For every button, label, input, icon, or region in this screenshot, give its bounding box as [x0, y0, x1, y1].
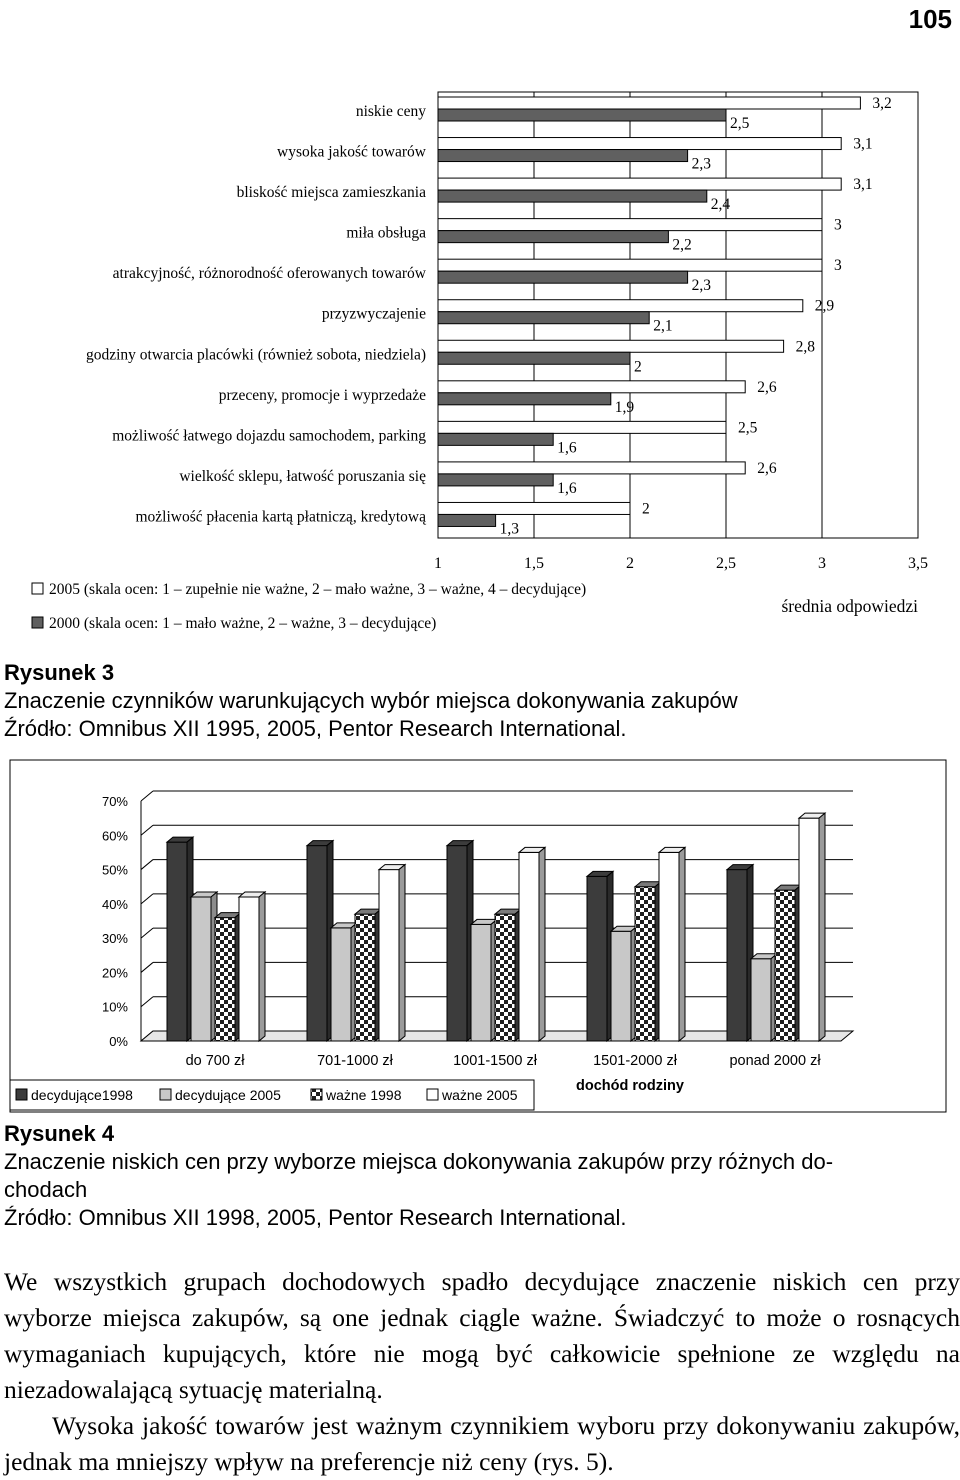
data-label-2000: 2,5 [730, 115, 750, 132]
body-text [4, 1264, 960, 1480]
category-label: 701-1000 zł [317, 1053, 393, 1069]
data-label-2005: 3 [834, 257, 842, 275]
data-label-2000: 2,3 [691, 155, 711, 173]
legend-entry: 2000 (skala ocen: 1 – mało ważne, 2 – ważne, 3 – decydujące) [49, 615, 437, 632]
paragraph-1: We wszystkich grupach dochodowych spadło decydujące znaczenie niskich cen przy wyborze miejsca zakupów, są one jednak ciągle ważne. Świadczyć to może o rosnących wymaganiach kupujących, które nie mogą być całkowicie spełnione ze względu na niezadowalającą sytuację materialną. [4, 1267, 960, 1404]
column-front [307, 846, 327, 1041]
y-tick-label: 60% [101, 828, 128, 844]
data-label-2000: 2,1 [653, 317, 673, 335]
x-axis-title: dochód rodziny [576, 1078, 684, 1094]
column-front [751, 959, 771, 1041]
column-front [167, 842, 187, 1041]
legend-swatch [311, 1089, 322, 1100]
column-front [659, 852, 679, 1041]
y-tick-label: 30% [101, 931, 128, 947]
x-tick-label: 2,5 [716, 555, 736, 572]
column-front [519, 852, 539, 1041]
legend-entry: decydujące 2005 [175, 1087, 281, 1103]
category-label: przeceny, promocje i wyprzedaże [218, 386, 426, 404]
column-front [379, 870, 399, 1041]
legend-entry: 2005 (skala ocen: 1 – zupełnie nie ważne, 2 – mało ważne, 3 – ważne, 4 – decydujące) [49, 581, 587, 598]
data-label-2005: 2 [642, 500, 650, 518]
paragraph-2: Wysoka jakość towarów jest ważnym czynnikiem wyboru przy dokonywaniu zakupów, jednak ma mniejszy wpływ na preferencje niż ceny (rys. 5). [4, 1411, 960, 1476]
x-tick-label: 1 [434, 555, 442, 572]
column-front [239, 897, 259, 1041]
figure3-text: Znaczenie czynników warunkujących wybór miejsca dokonywania zakupów [4, 688, 738, 713]
y-tick-label: 20% [101, 965, 128, 981]
data-label-2005: 3,1 [853, 176, 873, 194]
data-label-2005: 3,1 [853, 135, 873, 153]
y-tick-label: 40% [101, 896, 128, 912]
figure4-title: Rysunek 4 [4, 1121, 115, 1146]
category-label: 1501-2000 zł [593, 1053, 677, 1069]
data-label-2005: 2,9 [814, 297, 835, 315]
data-label-2000: 1,6 [557, 439, 577, 457]
x-axis-title: średnia odpowiedzi [781, 596, 918, 616]
x-tick-label: 1,5 [524, 555, 544, 572]
x-tick-label: 3,5 [908, 555, 928, 572]
data-label-2005: 3 [834, 216, 842, 234]
category-label: miła obsługa [346, 224, 426, 242]
data-label-2000: 2 [634, 358, 642, 376]
figure4-source: Źródło: Omnibus XII 1998, 2005, Pentor Research International. [4, 1205, 627, 1230]
category-label: do 700 zł [185, 1053, 245, 1069]
legend-entry: ważne 2005 [442, 1087, 518, 1103]
category-label: atrakcyjność, różnorodność oferowanych towarów [112, 265, 426, 283]
column-side [399, 865, 405, 1041]
x-tick-label: 3 [818, 555, 826, 572]
data-label-2005: 2,6 [757, 378, 777, 396]
column-front [587, 876, 607, 1041]
page-number: 105 [908, 4, 952, 34]
data-label-2000: 1,9 [614, 398, 635, 416]
column-front [447, 846, 467, 1041]
column-front [191, 897, 211, 1041]
column-front [471, 924, 491, 1041]
y-tick-label: 10% [101, 999, 128, 1015]
column-front [355, 914, 375, 1041]
column-front [775, 890, 795, 1041]
data-label-2000: 2,2 [672, 236, 692, 254]
column-side [819, 813, 825, 1041]
category-label: bliskość miejsca zamieszkania [236, 184, 426, 202]
data-label-2005: 2,5 [738, 419, 758, 437]
legend-swatch [160, 1089, 171, 1100]
column-front [495, 914, 515, 1041]
legend-entry: ważne 1998 [326, 1087, 402, 1103]
figure4-text-1: Znaczenie niskich cen przy wyborze miejsca dokonywania zakupów przy różnych do- [4, 1149, 834, 1174]
figure3-title: Rysunek 3 [4, 660, 115, 685]
y-tick-label: 50% [101, 862, 128, 878]
category-label: godziny otwarcia placówki (również sobota, niedziela) [85, 346, 426, 364]
column-side [259, 892, 265, 1041]
category-label: 1001-1500 zł [453, 1053, 537, 1069]
x-tick-label: 2 [626, 555, 634, 572]
y-tick-label: 70% [101, 794, 128, 809]
column-front [331, 928, 351, 1041]
column-front [611, 931, 631, 1041]
category-label: wysoka jakość towarów [277, 143, 426, 161]
data-label-2000: 2,3 [691, 277, 711, 295]
data-label-2000: 1,6 [557, 479, 577, 497]
data-label-2000: 2,4 [710, 196, 731, 214]
figure4-caption [4, 1120, 833, 1232]
category-label: możliwość łatwego dojazdu samochodem, parking [112, 427, 426, 445]
category-label: wielkość sklepu, łatwość poruszania się [179, 467, 426, 485]
figure3-source: Źródło: Omnibus XII 1995, 2005, Pentor Research International. [4, 716, 627, 741]
category-label: ponad 2000 zł [729, 1053, 821, 1069]
data-label-2005: 2,6 [757, 459, 777, 477]
category-label: niskie ceny [355, 103, 426, 120]
legend-swatch [427, 1089, 438, 1100]
column-front [215, 918, 235, 1041]
column-side [539, 847, 545, 1041]
legend-entry: decydujące1998 [31, 1087, 133, 1103]
column-front [727, 870, 747, 1041]
column-front [635, 887, 655, 1041]
category-label: przyzwyczajenie [321, 305, 426, 323]
figure4-text-2: chodach [4, 1177, 88, 1202]
data-label-2005: 3,2 [872, 95, 892, 112]
category-label: możliwość płacenia kartą płatniczą, kredytową [135, 508, 426, 526]
data-label-2005: 2,8 [795, 338, 815, 356]
data-label-2000: 1,3 [499, 520, 519, 538]
y-tick-label: 0% [109, 1034, 128, 1049]
legend-swatch [16, 1089, 27, 1100]
column-side [679, 847, 685, 1041]
column-front [799, 818, 819, 1041]
